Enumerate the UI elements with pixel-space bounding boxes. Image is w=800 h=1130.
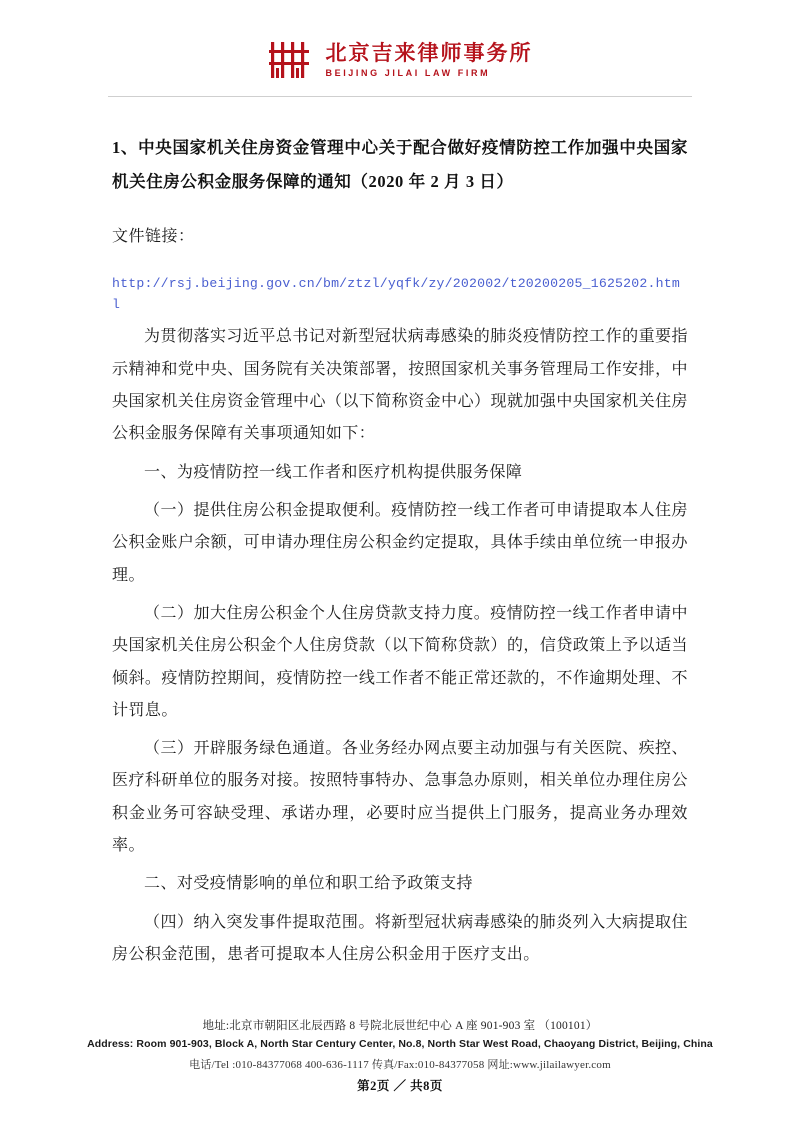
paragraph-7: （四）纳入突发事件提取范围。将新型冠状病毒感染的肺炎列入大病提取住房公积金范围，患者可提取本人住房公积金用于医疗支出。: [112, 913, 688, 963]
footer-address-en: Address: Room 901-903, Block A, North Star Century Center, No.8, North Star West Road, Chaoyang District, Beijing, China: [87, 1038, 713, 1050]
paragraph-4: （二）加大住房公积金个人住房贷款支持力度。疫情防控一线工作者申请中央国家机关住房公积金个人住房贷款（以下简称贷款）的，信贷政策上予以适当倾斜。疫情防控期间，疫情防控一线工作者不能正常还款的，不作逾期处理、不计罚息。: [112, 604, 688, 719]
footer-address-cn: 地址:北京市朝阳区北辰西路 8 号院北辰世纪中心 A 座 901-903 室 （100101）: [202, 1020, 598, 1032]
page-title: 1、中央国家机关住房资金管理中心关于配合做好疫情防控工作加强中央国家机关住房公积金服务保障的通知（2020 年 2 月 3 日）: [112, 138, 688, 191]
jilai-law-firm-logo-icon: [268, 38, 314, 82]
paragraph-5: （三）开辟服务绿色通道。各业务经办网点要主动加强与有关医院、疾控、医疗科研单位的服务对接。按照特事特办、急事急办原则，相关单位办理住房公积金业务可容缺受理、承诺办理，必要时应当提供上门服务，提高业务办理效率。: [112, 740, 688, 855]
footer-contact: 电话/Tel :010-84377068 400-636-1117 传真/Fax:010-84377058 网址:www.jilailawyer.com: [189, 1059, 611, 1071]
paragraph-1: 为贯彻落实习近平总书记对新型冠状病毒感染的肺炎疫情防控工作的重要指示精神和党中央、国务院有关决策部署，按照国家机关事务管理局工作安排，中央国家机关住房资金管理中心（以下简称资金中心）现就加强中央国家机关住房公积金服务保障有关事项通知如下：: [112, 328, 688, 443]
firm-name-cn: 北京吉来律师事务所: [325, 40, 533, 65]
firm-name-en: BEIJING JILAI LAW FIRM: [325, 67, 491, 78]
paragraph-3: （一）提供住房公积金提取便利。疫情防控一线工作者可申请提取本人住房公积金账户余额，可申请办理住房公积金约定提取，具体手续由单位统一申报办理。: [112, 501, 688, 584]
page-number: 第2页 ／ 共8页: [357, 1079, 443, 1093]
firm-logo: [268, 38, 533, 82]
firm-name: [325, 40, 533, 78]
paragraph-6: 二、对受疫情影响的单位和职工给予政策支持: [144, 875, 474, 893]
paragraph-2: 一、为疫情防控一线工作者和医疗机构提供服务保障: [144, 463, 523, 481]
document-body: [112, 97, 688, 971]
link-label: 文件链接：: [112, 227, 195, 245]
letterhead: [0, 0, 800, 82]
document-link[interactable]: http://rsj.beijing.gov.cn/bm/ztzl/yqfk/zy/202002/t20200205_1625202.html: [112, 275, 680, 312]
page-footer: [0, 1017, 800, 1072]
